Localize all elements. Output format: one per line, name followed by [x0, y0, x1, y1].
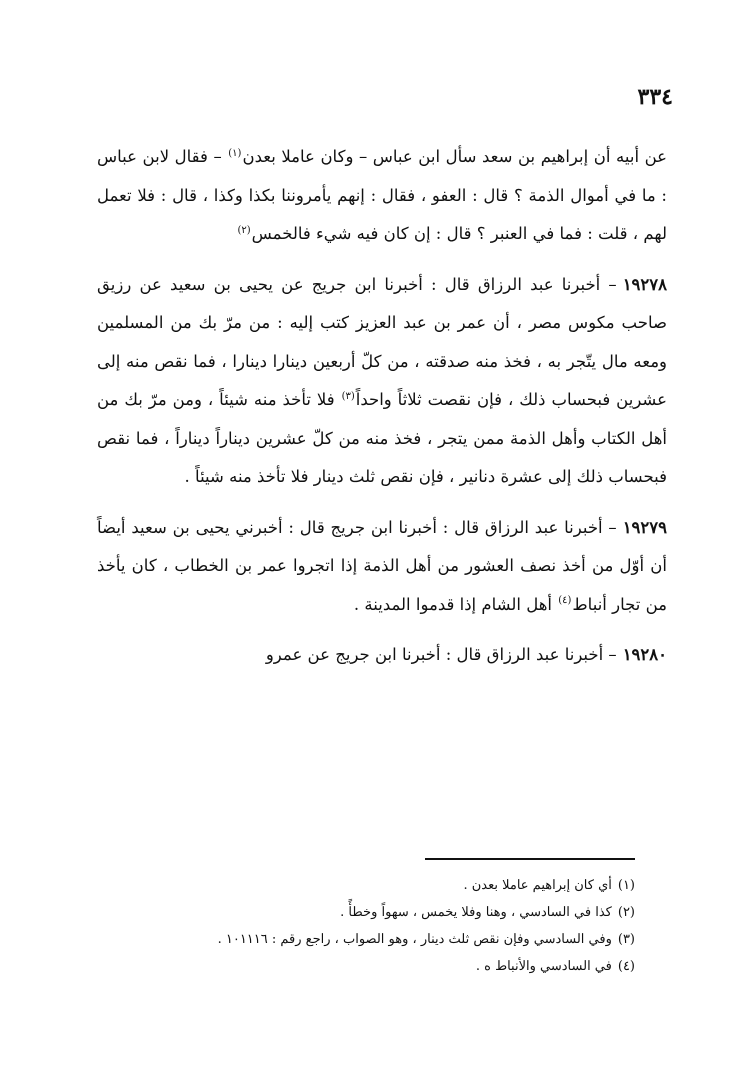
footnote-ref[interactable]: (٤) — [558, 595, 572, 606]
footnote-text: وفي السادسي وفإن نقص ثلث دينار ، وهو الصواب ، راجع رقم : ١٠١١١٦ . — [217, 932, 612, 947]
paragraph-text: – أخبرنا عبد الرزاق قال : أخبرنا ابن جريج قال : أخبرني يحيى بن سعيد أيضاً أن أوّل من أخذ نصف العشور من أهل الذمة إذا اتجروا عمر بن الخطاب ، كان يأخذ من تجار أنباط — [97, 517, 667, 614]
footnote-text: في السادسي والأنباط ه . — [475, 959, 612, 974]
hadith-paragraph — [97, 636, 667, 675]
paragraph-text: فلا تأخذ منه شيئاً ، ومن مرّ بك من أهل الكتاب وأهل الذمة ممن يتجر ، فخذ منه من كلّ عشرين ديناراً ديناراً ، فما نقص فبحساب ذلك إلى عشرة دنانير ، فإن نقص ثلث دينار فلا تأخذ منه شيئاً . — [97, 390, 667, 486]
hadith-number: ١٩٢٨٠ — [622, 645, 667, 664]
hadith-paragraph — [97, 509, 667, 625]
footnotes — [115, 872, 635, 980]
paragraph-continuation — [97, 138, 667, 254]
footnote-item — [115, 872, 635, 899]
paragraph-text: – فقال لابن عباس : ما في أموال الذمة ؟ قال : العفو ، فقال : إنهم يأمروننا بكذا وكذا ، قال : فلا تعمل لهم ، قلت : فما في العنبر ؟ قال : إن كان فيه شيء فالخمس — [97, 147, 667, 243]
hadith-paragraph — [97, 266, 667, 497]
paragraph-text: عن أبيه أن إبراهيم بن سعد سأل ابن عباس – وكان عاملا بعدن — [242, 147, 667, 166]
footnote-item — [115, 953, 635, 980]
page-number: ٣٣٤ — [637, 84, 673, 110]
footnote-number: (٣) — [617, 932, 635, 947]
paragraph-text: أهل الشام إذا قدموا المدينة . — [353, 594, 558, 614]
hadith-number: ١٩٢٧٩ — [622, 517, 667, 537]
footnote-number: (٤) — [617, 959, 635, 974]
footnote-divider — [425, 858, 635, 860]
footnote-item — [115, 926, 635, 953]
footnote-text: أي كان إبراهيم عاملا بعدن . — [463, 878, 612, 893]
main-text — [97, 138, 667, 675]
paragraph-text: – أخبرنا عبد الرزاق قال : أخبرنا ابن جريج عن يحيى بن سعيد عن رزيق صاحب مكوس مصر ، أن عمر بن عبد العزيز كتب إليه : من مرّ بك من المسلمين ومعه مال يتّجر به ، فخذ منه صدقته ، من كلّ أربعين دينارا دينارا ، فما نقص منه إلى عشرين فبحساب ذلك ، فإن نقصت ثلاثاً واحداً — [97, 274, 667, 409]
footnote-ref[interactable]: (٣) — [341, 390, 355, 402]
footnote-ref[interactable]: (١) — [228, 147, 242, 159]
hadith-number: ١٩٢٧٨ — [622, 274, 667, 294]
footnote-text: كذا في السادسي ، وهنا وفلا يخمس ، سهواً وخطأً . — [340, 905, 612, 920]
paragraph-text: – أخبرنا عبد الرزاق قال : أخبرنا ابن جريج عن عمرو — [265, 645, 617, 664]
footnote-ref[interactable]: (٢) — [237, 224, 251, 236]
footnote-number: (١) — [617, 878, 635, 893]
footnote-number: (٢) — [617, 905, 635, 920]
footnote-item — [115, 899, 635, 926]
